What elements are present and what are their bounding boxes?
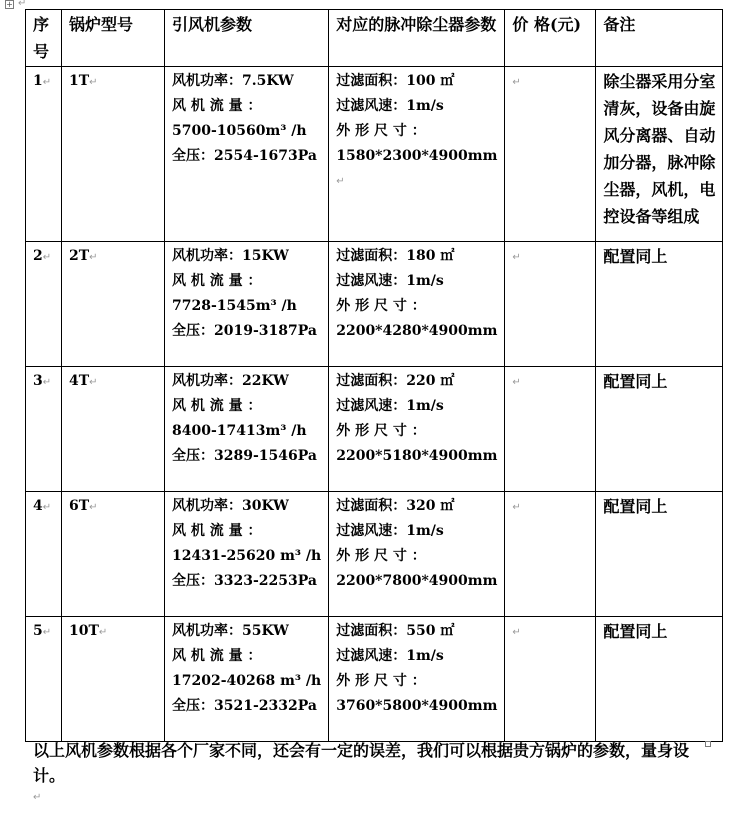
price-cell[interactable] bbox=[505, 367, 596, 492]
paragraph-mark-icon: ↵ bbox=[512, 627, 521, 638]
remark-text: 配置同上 bbox=[603, 372, 668, 391]
table-row bbox=[26, 367, 723, 492]
header-collector-params-label: 对应的脉冲除尘器参数 bbox=[336, 15, 497, 34]
fan-flow-value: 12431-25620 m³ /h bbox=[172, 548, 322, 564]
fan-flow-value: 7728-1545m³ /h bbox=[172, 298, 297, 314]
table-row bbox=[26, 67, 723, 242]
paragraph-mark-icon: ↵ bbox=[42, 77, 52, 88]
remark-text: 配置同上 bbox=[603, 247, 668, 266]
collector-params-cell bbox=[329, 242, 505, 367]
dimension-value: 2200*4280*4900mm bbox=[336, 323, 498, 339]
index-cell bbox=[26, 242, 62, 367]
boiler-model: 1T bbox=[69, 73, 90, 89]
table-row bbox=[26, 492, 723, 617]
fan-pressure: 全压：2019-3187Pa bbox=[172, 323, 317, 339]
paragraph-mark-icon: ↵ bbox=[18, 0, 27, 9]
price-cell[interactable] bbox=[505, 67, 596, 242]
paragraph-mark-icon: ↵ bbox=[42, 377, 52, 388]
filter-area: 过滤面积：100 ㎡ bbox=[336, 73, 455, 89]
remark-cell bbox=[596, 492, 723, 617]
filter-area: 过滤面积：220 ㎡ bbox=[336, 373, 455, 389]
header-price bbox=[505, 10, 596, 67]
row-index: 1 bbox=[33, 73, 43, 89]
model-cell bbox=[62, 242, 165, 367]
paragraph-mark-icon: ↵ bbox=[42, 627, 52, 638]
remark-text: 配置同上 bbox=[603, 622, 668, 641]
table-move-handle-icon[interactable]: + bbox=[6, 0, 13, 9]
filter-speed: 过滤风速：1m/s bbox=[336, 273, 444, 289]
header-fan-params bbox=[165, 10, 329, 67]
paragraph-mark-icon: ↵ bbox=[42, 252, 52, 263]
paragraph-mark-icon: ↵ bbox=[33, 792, 42, 803]
remark-cell bbox=[596, 367, 723, 492]
boiler-model: 2T bbox=[69, 248, 90, 264]
remark-text: 除尘器采用分室清灰，设备由旋风分离器、自动加分器，脉冲除尘器，风机，电控设备等组成 bbox=[603, 72, 716, 226]
filter-speed: 过滤风速：1m/s bbox=[336, 398, 444, 414]
collector-params-cell bbox=[329, 67, 505, 242]
fan-flow-value: 8400-17413m³ /h bbox=[172, 423, 307, 439]
fan-params-cell bbox=[165, 67, 329, 242]
fan-flow-label: 风 机 流 量 ： bbox=[172, 98, 262, 114]
fan-parameter-table bbox=[25, 9, 723, 742]
dimension-label: 外 形 尺 寸 ： bbox=[336, 298, 426, 314]
dimension-value: 3760*5800*4900mm bbox=[336, 698, 498, 714]
header-price-label: 价 格(元) bbox=[512, 15, 582, 34]
dimension-label: 外 形 尺 寸 ： bbox=[336, 548, 426, 564]
filter-speed: 过滤风速：1m/s bbox=[336, 98, 444, 114]
fan-power: 风机功率：7.5KW bbox=[172, 73, 294, 89]
collector-params-cell bbox=[329, 492, 505, 617]
boiler-model: 10T bbox=[69, 623, 99, 639]
header-remark bbox=[596, 10, 723, 67]
paragraph-mark-icon: ↵ bbox=[98, 627, 108, 638]
fan-pressure: 全压：3521-2332Pa bbox=[172, 698, 317, 714]
row-index: 5 bbox=[33, 623, 43, 639]
remark-cell bbox=[596, 242, 723, 367]
header-collector-params bbox=[329, 10, 505, 67]
row-index: 2 bbox=[33, 248, 43, 264]
index-cell bbox=[26, 67, 62, 242]
dimension-label: 外 形 尺 寸 ： bbox=[336, 673, 426, 689]
boiler-model: 4T bbox=[69, 373, 90, 389]
boiler-model: 6T bbox=[69, 498, 90, 514]
header-boiler-model bbox=[62, 10, 165, 67]
paragraph-mark-icon: ↵ bbox=[89, 377, 98, 388]
paragraph-mark-icon: ↵ bbox=[512, 502, 521, 513]
header-boiler-model-label: 锅炉型号 bbox=[69, 15, 134, 34]
header-fan-params-label: 引风机参数 bbox=[172, 15, 253, 34]
model-cell bbox=[62, 617, 165, 742]
header-index-label: 序号 bbox=[33, 15, 50, 61]
paragraph-mark-icon: ↵ bbox=[512, 77, 521, 88]
paragraph-mark-icon: ↵ bbox=[512, 377, 521, 388]
fan-params-cell bbox=[165, 617, 329, 742]
price-cell[interactable] bbox=[505, 617, 596, 742]
fan-flow-label: 风 机 流 量 ： bbox=[172, 523, 262, 539]
model-cell bbox=[62, 67, 165, 242]
remark-cell bbox=[596, 67, 723, 242]
fan-flow-label: 风 机 流 量 ： bbox=[172, 648, 262, 664]
filter-speed: 过滤风速：1m/s bbox=[336, 523, 444, 539]
collector-params-cell bbox=[329, 617, 505, 742]
model-cell bbox=[62, 367, 165, 492]
fan-flow-label: 风 机 流 量 ： bbox=[172, 273, 262, 289]
fan-power: 风机功率：15KW bbox=[172, 248, 289, 264]
fan-pressure: 全压：2554-1673Pa bbox=[172, 148, 317, 164]
fan-flow-value: 17202-40268 m³ /h bbox=[172, 673, 322, 689]
table-header-row bbox=[26, 10, 723, 67]
paragraph-mark-icon: ↵ bbox=[89, 77, 98, 88]
fan-power: 风机功率：55KW bbox=[172, 623, 289, 639]
filter-area: 过滤面积：320 ㎡ bbox=[336, 498, 455, 514]
fan-power: 风机功率：30KW bbox=[172, 498, 289, 514]
fan-flow-value: 5700-10560m³ /h bbox=[172, 123, 307, 139]
header-remark-label: 备注 bbox=[603, 15, 636, 34]
filter-area: 过滤面积：550 ㎡ bbox=[336, 623, 455, 639]
row-index: 3 bbox=[33, 373, 43, 389]
dimension-value: 2200*5180*4900mm bbox=[336, 448, 498, 464]
index-cell bbox=[26, 492, 62, 617]
collector-params-cell bbox=[329, 367, 505, 492]
remark-text: 配置同上 bbox=[603, 497, 668, 516]
table-row bbox=[26, 617, 723, 742]
fan-params-cell bbox=[165, 367, 329, 492]
filter-area: 过滤面积：180 ㎡ bbox=[336, 248, 455, 264]
dimension-label: 外 形 尺 寸 ： bbox=[336, 123, 426, 139]
fan-flow-label: 风 机 流 量 ： bbox=[172, 398, 262, 414]
price-cell[interactable] bbox=[505, 492, 596, 617]
fan-power: 风机功率：22KW bbox=[172, 373, 289, 389]
paragraph-mark-icon: ↵ bbox=[512, 252, 521, 263]
fan-pressure: 全压：3289-1546Pa bbox=[172, 448, 317, 464]
dimension-value: 2200*7800*4900mm bbox=[336, 573, 498, 589]
header-index bbox=[26, 10, 62, 67]
fan-pressure: 全压：3323-2253Pa bbox=[172, 573, 317, 589]
footer-note: 以上风机参数根据各个厂家不同，还会有一定的误差，我们可以根据贵方锅炉的参数，量身设计。 bbox=[33, 741, 690, 785]
fan-params-cell bbox=[165, 242, 329, 367]
index-cell bbox=[26, 617, 62, 742]
row-index: 4 bbox=[33, 498, 43, 514]
paragraph-mark-icon: ↵ bbox=[42, 502, 52, 513]
price-cell[interactable] bbox=[505, 242, 596, 367]
paragraph-mark-icon: ↵ bbox=[89, 502, 98, 513]
table-row bbox=[26, 242, 723, 367]
dimension-label: 外 形 尺 寸 ： bbox=[336, 423, 426, 439]
paragraph-mark-icon: ↵ bbox=[89, 252, 98, 263]
model-cell bbox=[62, 492, 165, 617]
fan-params-cell bbox=[165, 492, 329, 617]
index-cell bbox=[26, 367, 62, 492]
filter-speed: 过滤风速：1m/s bbox=[336, 648, 444, 664]
dimension-value: 1580*2300*4900mm bbox=[336, 148, 498, 164]
paragraph-mark-icon: ↵ bbox=[336, 176, 345, 187]
remark-cell bbox=[596, 617, 723, 742]
table-resize-handle-icon[interactable] bbox=[705, 741, 711, 747]
